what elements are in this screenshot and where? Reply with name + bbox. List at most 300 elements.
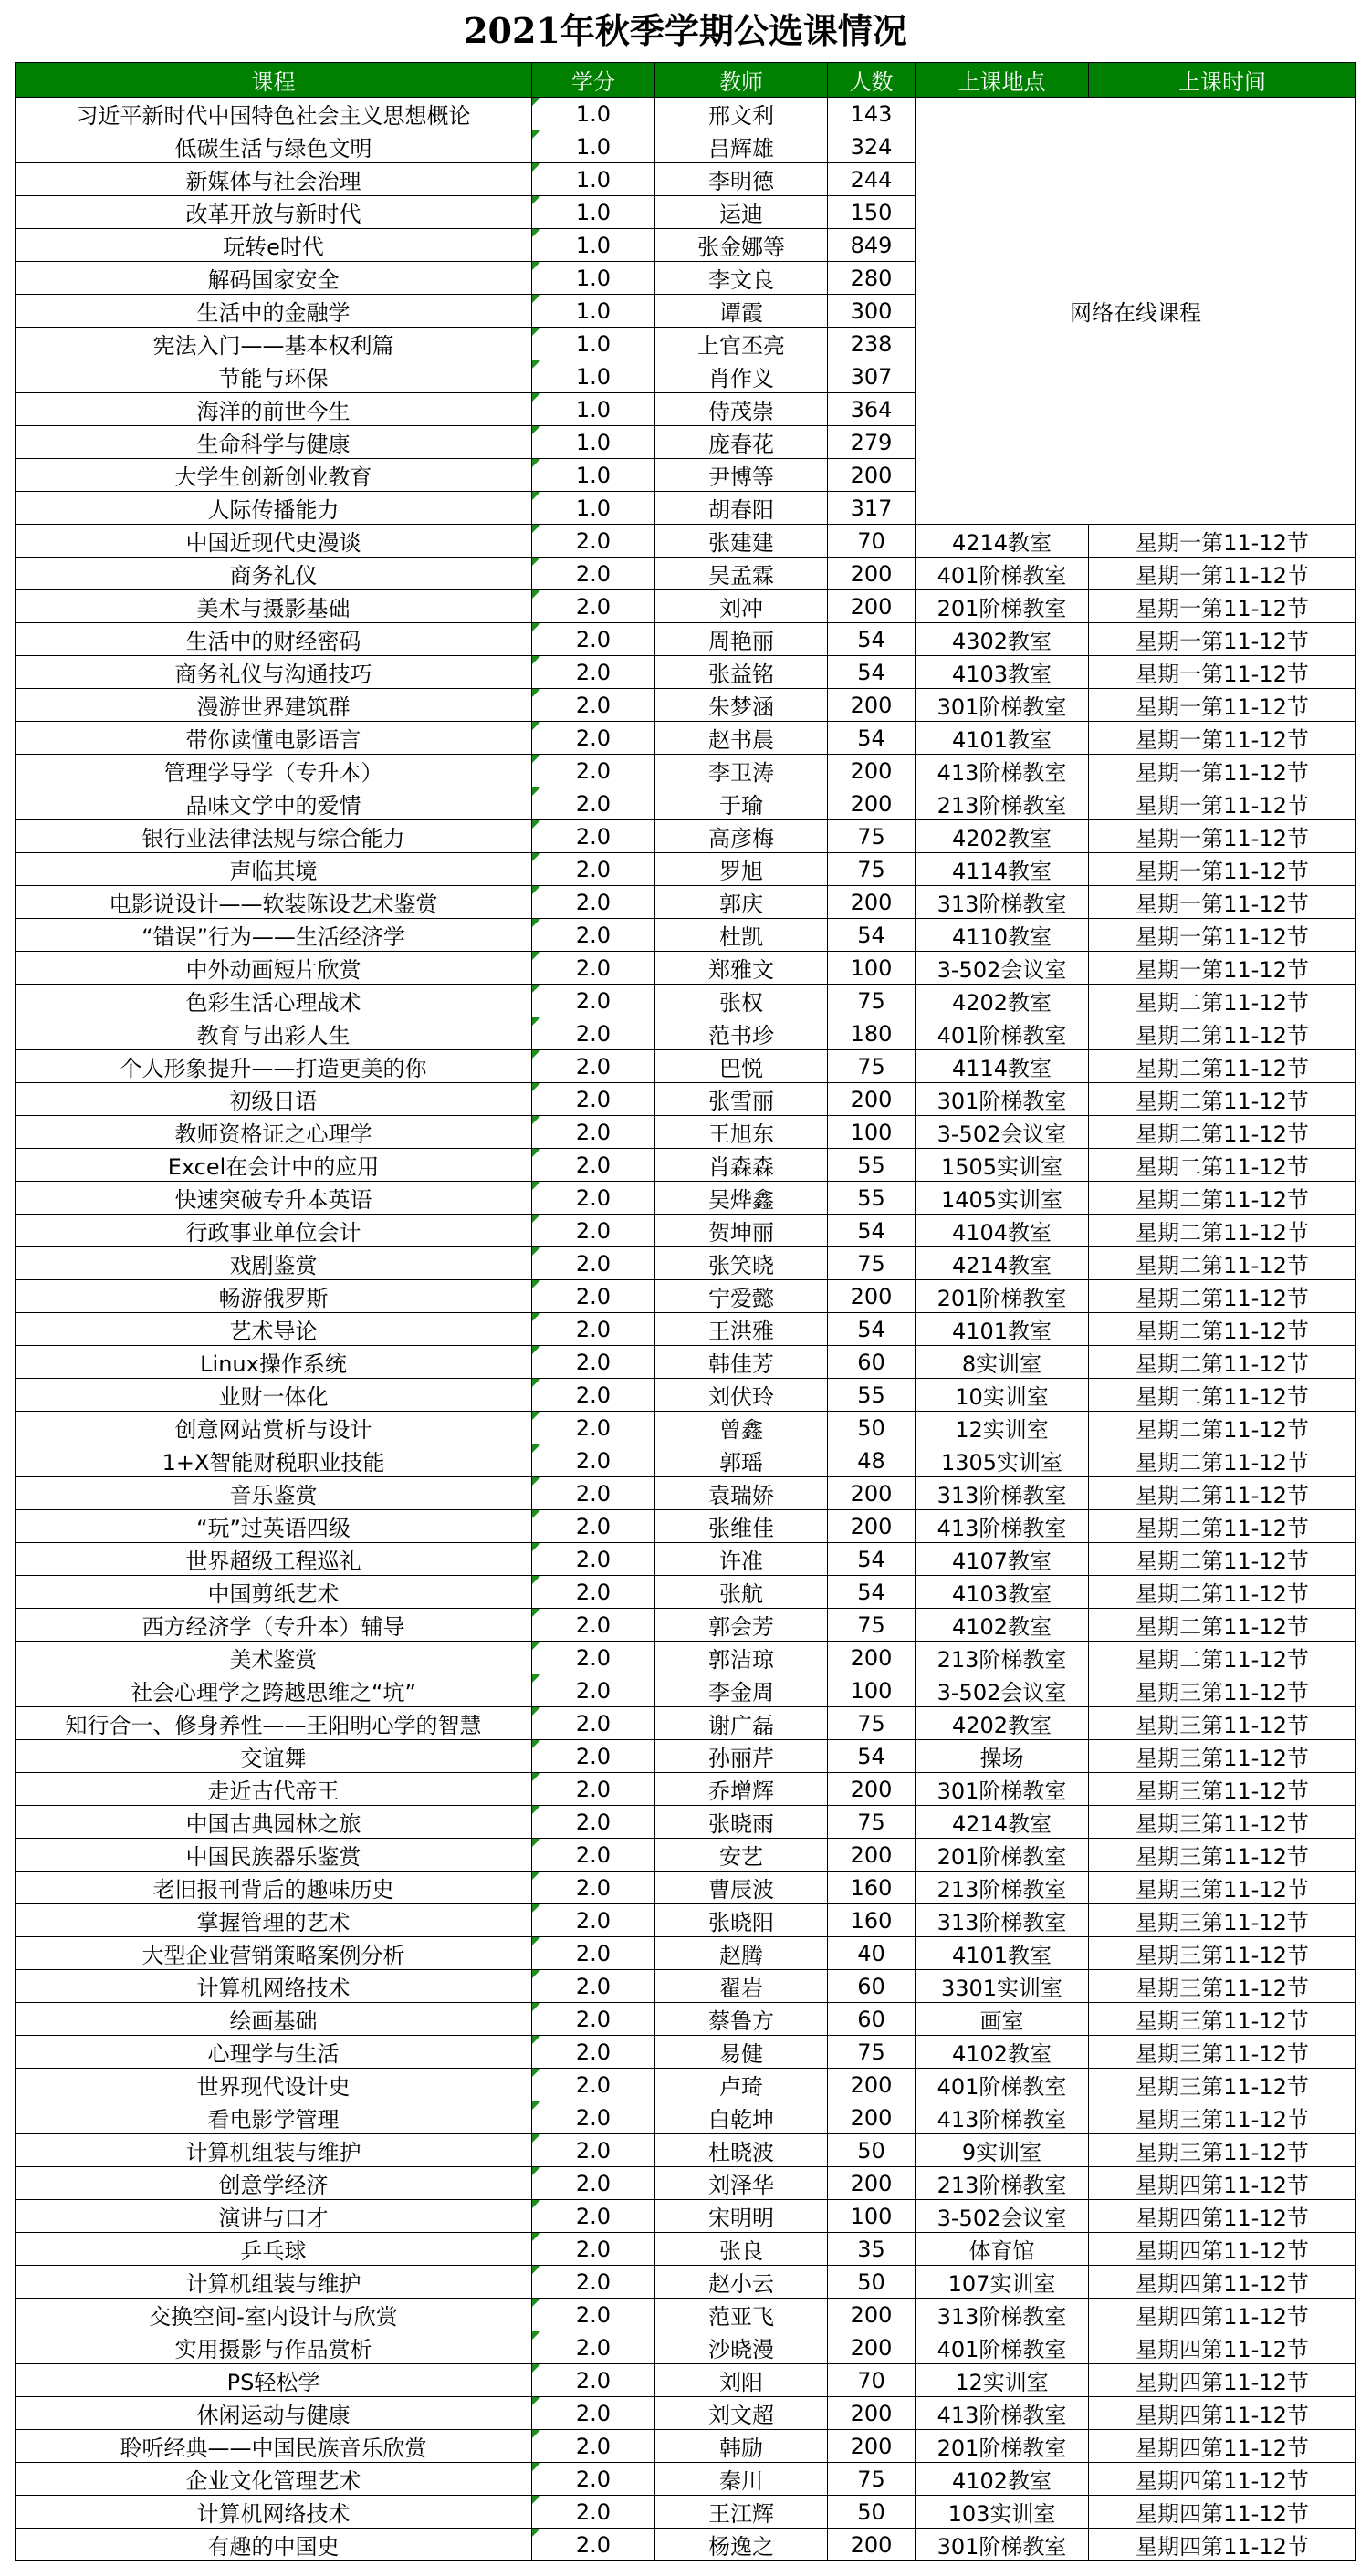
credit-cell: 2.0 (532, 2430, 655, 2463)
count-cell: 50 (828, 1412, 916, 1444)
column-header-count[interactable]: 人数 (828, 63, 916, 98)
place-cell: 4107教室 (916, 1543, 1089, 1576)
table-row[interactable] (16, 755, 1356, 787)
teacher-cell: 翟岩 (655, 1970, 828, 2003)
course-name-cell: 行政事业单位会计 (16, 1215, 532, 1247)
course-name-cell: 玩转e时代 (16, 229, 532, 262)
count-cell: 50 (828, 2496, 916, 2529)
place-cell: 4114教室 (916, 1050, 1089, 1083)
count-cell: 75 (828, 1247, 916, 1280)
place-cell: 10实训室 (916, 1379, 1089, 1412)
credit-cell: 2.0 (532, 952, 655, 985)
table-row[interactable] (16, 656, 1356, 689)
table-row[interactable] (16, 1247, 1356, 1280)
table-row[interactable] (16, 2134, 1356, 2167)
course-name-cell: 带你读懂电影语言 (16, 722, 532, 755)
place-cell: 3-502会议室 (916, 1116, 1089, 1149)
table-row[interactable] (16, 2331, 1356, 2364)
table-row[interactable] (16, 623, 1356, 656)
table-row[interactable] (16, 1707, 1356, 1740)
time-cell: 星期三第11-12节 (1089, 1773, 1356, 1806)
teacher-cell: 刘阳 (655, 2364, 828, 2397)
table-row[interactable] (16, 952, 1356, 985)
count-cell: 200 (828, 2529, 916, 2561)
table-row[interactable] (16, 2069, 1356, 2101)
teacher-cell: 侍茂崇 (655, 393, 828, 426)
table-row[interactable] (16, 1674, 1356, 1707)
table-row[interactable] (16, 1904, 1356, 1937)
column-header-time[interactable]: 上课时间 (1089, 63, 1356, 98)
count-cell: 200 (828, 2331, 916, 2364)
teacher-cell: 张金娜等 (655, 229, 828, 262)
teacher-cell: 刘伏玲 (655, 1379, 828, 1412)
place-cell: 401阶梯教室 (916, 2331, 1089, 2364)
time-cell: 星期四第11-12节 (1089, 2233, 1356, 2266)
table-row[interactable] (16, 1050, 1356, 1083)
teacher-cell: 张权 (655, 985, 828, 1017)
table-row[interactable] (16, 1116, 1356, 1149)
credit-cell: 1.0 (532, 229, 655, 262)
place-cell: 201阶梯教室 (916, 2430, 1089, 2463)
teacher-cell: 周艳丽 (655, 623, 828, 656)
count-cell: 54 (828, 656, 916, 689)
credit-cell: 2.0 (532, 590, 655, 623)
count-cell: 50 (828, 2266, 916, 2299)
time-cell: 星期一第11-12节 (1089, 689, 1356, 722)
credit-cell: 2.0 (532, 2003, 655, 2036)
time-cell: 星期二第11-12节 (1089, 1182, 1356, 1215)
credit-cell: 2.0 (532, 1642, 655, 1674)
teacher-cell: 杜凯 (655, 919, 828, 952)
table-row[interactable] (16, 1017, 1356, 1050)
teacher-cell: 邢文利 (655, 98, 828, 130)
table-row[interactable] (16, 2266, 1356, 2299)
place-cell: 4101教室 (916, 1937, 1089, 1970)
course-name-cell: 音乐鉴赏 (16, 1477, 532, 1510)
count-cell: 200 (828, 1773, 916, 1806)
table-row[interactable] (16, 919, 1356, 952)
count-cell: 40 (828, 1937, 916, 1970)
table-header-row (16, 63, 1356, 98)
course-name-cell: 声临其境 (16, 853, 532, 886)
table-row[interactable] (16, 722, 1356, 755)
course-name-cell: 中国古典园林之旅 (16, 1806, 532, 1839)
place-cell: 213阶梯教室 (916, 787, 1089, 820)
time-cell: 星期四第11-12节 (1089, 2496, 1356, 2529)
course-name-cell: 宪法入门——基本权利篇 (16, 328, 532, 360)
table-row[interactable] (16, 1609, 1356, 1642)
place-cell: 4202教室 (916, 1707, 1089, 1740)
course-name-cell: 有趣的中国史 (16, 2529, 532, 2561)
time-cell: 星期一第11-12节 (1089, 623, 1356, 656)
table-row[interactable] (16, 1149, 1356, 1182)
time-cell: 星期四第11-12节 (1089, 2299, 1356, 2331)
table-row[interactable] (16, 1444, 1356, 1477)
credit-cell: 2.0 (532, 1510, 655, 1543)
credit-cell: 2.0 (532, 2134, 655, 2167)
count-cell: 54 (828, 1313, 916, 1346)
course-name-cell: 知行合一、修身养性——王阳明心学的智慧 (16, 1707, 532, 1740)
place-cell: 213阶梯教室 (916, 2167, 1089, 2200)
count-cell: 200 (828, 755, 916, 787)
time-cell: 星期三第11-12节 (1089, 1872, 1356, 1904)
place-cell: 401阶梯教室 (916, 1017, 1089, 1050)
table-row[interactable] (16, 1346, 1356, 1379)
count-cell: 75 (828, 985, 916, 1017)
course-name-cell: 看电影学管理 (16, 2101, 532, 2134)
table-row[interactable] (16, 1937, 1356, 1970)
course-name-cell: 电影说设计——软装陈设艺术鉴赏 (16, 886, 532, 919)
teacher-cell: 贺坤丽 (655, 1215, 828, 1247)
count-cell: 70 (828, 2364, 916, 2397)
place-cell: 体育馆 (916, 2233, 1089, 2266)
credit-cell: 2.0 (532, 722, 655, 755)
credit-cell: 2.0 (532, 2233, 655, 2266)
count-cell: 54 (828, 623, 916, 656)
teacher-cell: 赵腾 (655, 1937, 828, 1970)
online-course-merged-cell: 网络在线课程 (916, 98, 1356, 525)
credit-cell: 2.0 (532, 1149, 655, 1182)
table-row[interactable] (16, 1182, 1356, 1215)
time-cell: 星期二第11-12节 (1089, 1247, 1356, 1280)
count-cell: 60 (828, 1970, 916, 2003)
place-cell: 413阶梯教室 (916, 2397, 1089, 2430)
course-name-cell: 快速突破专升本英语 (16, 1182, 532, 1215)
place-cell: 201阶梯教室 (916, 1280, 1089, 1313)
table-row[interactable] (16, 1215, 1356, 1247)
course-name-cell: 中国民族器乐鉴赏 (16, 1839, 532, 1872)
credit-cell: 1.0 (532, 295, 655, 328)
credit-cell: 2.0 (532, 1674, 655, 1707)
time-cell: 星期二第11-12节 (1089, 1477, 1356, 1510)
teacher-cell: 王旭东 (655, 1116, 828, 1149)
table-row[interactable] (16, 2463, 1356, 2496)
course-name-cell: 商务礼仪 (16, 558, 532, 590)
time-cell: 星期三第11-12节 (1089, 1839, 1356, 1872)
place-cell: 8实训室 (916, 1346, 1089, 1379)
course-name-cell: 休闲运动与健康 (16, 2397, 532, 2430)
place-cell: 12实训室 (916, 2364, 1089, 2397)
credit-cell: 2.0 (532, 1576, 655, 1609)
count-cell: 75 (828, 2463, 916, 2496)
credit-cell: 2.0 (532, 1379, 655, 1412)
count-cell: 54 (828, 1576, 916, 1609)
course-name-cell: 世界现代设计史 (16, 2069, 532, 2101)
teacher-cell: 李明德 (655, 163, 828, 196)
credit-cell: 2.0 (532, 1773, 655, 1806)
course-name-cell: 计算机网络技术 (16, 1970, 532, 2003)
course-name-cell: 大型企业营销策略案例分析 (16, 1937, 532, 1970)
credit-cell: 2.0 (532, 1444, 655, 1477)
credit-cell: 2.0 (532, 1970, 655, 2003)
course-name-cell: 生活中的财经密码 (16, 623, 532, 656)
teacher-cell: 韩励 (655, 2430, 828, 2463)
credit-cell: 2.0 (532, 2331, 655, 2364)
place-cell: 4202教室 (916, 985, 1089, 1017)
count-cell: 200 (828, 886, 916, 919)
course-name-cell: 绘画基础 (16, 2003, 532, 2036)
course-name-cell: Excel在会计中的应用 (16, 1149, 532, 1182)
table-row[interactable] (16, 1313, 1356, 1346)
credit-cell: 2.0 (532, 1083, 655, 1116)
table-body (16, 98, 1356, 2561)
time-cell: 星期一第11-12节 (1089, 886, 1356, 919)
credit-cell: 2.0 (532, 1412, 655, 1444)
table-row[interactable] (16, 2101, 1356, 2134)
teacher-cell: 肖作义 (655, 360, 828, 393)
count-cell: 317 (828, 492, 916, 525)
course-name-cell: 教育与出彩人生 (16, 1017, 532, 1050)
place-cell: 401阶梯教室 (916, 558, 1089, 590)
table-row[interactable] (16, 558, 1356, 590)
teacher-cell: 张良 (655, 2233, 828, 2266)
teacher-cell: 范书珍 (655, 1017, 828, 1050)
course-name-cell: 创意网站赏析与设计 (16, 1412, 532, 1444)
course-name-cell: Linux操作系统 (16, 1346, 532, 1379)
credit-cell: 2.0 (532, 689, 655, 722)
credit-cell: 2.0 (532, 886, 655, 919)
table-row[interactable] (16, 1839, 1356, 1872)
teacher-cell: 许准 (655, 1543, 828, 1576)
table-row[interactable] (16, 2529, 1356, 2561)
place-cell: 3-502会议室 (916, 2200, 1089, 2233)
course-name-cell: 1+X智能财税职业技能 (16, 1444, 532, 1477)
course-name-cell: 中国剪纸艺术 (16, 1576, 532, 1609)
credit-cell: 2.0 (532, 525, 655, 558)
table-row[interactable] (16, 1740, 1356, 1773)
credit-cell: 2.0 (532, 1247, 655, 1280)
credit-cell: 2.0 (532, 1904, 655, 1937)
place-cell: 画室 (916, 2003, 1089, 2036)
place-cell: 301阶梯教室 (916, 1773, 1089, 1806)
count-cell: 75 (828, 820, 916, 853)
count-cell: 180 (828, 1017, 916, 1050)
table-row[interactable] (16, 1806, 1356, 1839)
teacher-cell: 蔡鲁方 (655, 2003, 828, 2036)
time-cell: 星期二第11-12节 (1089, 1642, 1356, 1674)
count-cell: 200 (828, 459, 916, 492)
table-row[interactable] (16, 1412, 1356, 1444)
time-cell: 星期一第11-12节 (1089, 919, 1356, 952)
course-name-cell: 走近古代帝王 (16, 1773, 532, 1806)
credit-cell: 2.0 (532, 2364, 655, 2397)
count-cell: 55 (828, 1182, 916, 1215)
place-cell: 4302教室 (916, 623, 1089, 656)
table-row[interactable] (16, 98, 1356, 130)
teacher-cell: 杨逸之 (655, 2529, 828, 2561)
teacher-cell: 运迪 (655, 196, 828, 229)
course-name-cell: 习近平新时代中国特色社会主义思想概论 (16, 98, 532, 130)
table-row[interactable] (16, 1280, 1356, 1313)
course-name-cell: 交谊舞 (16, 1740, 532, 1773)
time-cell: 星期二第11-12节 (1089, 1149, 1356, 1182)
course-name-cell: 美术鉴赏 (16, 1642, 532, 1674)
course-name-cell: 社会心理学之跨越思维之“坑” (16, 1674, 532, 1707)
table-row[interactable] (16, 1576, 1356, 1609)
table-row[interactable] (16, 2397, 1356, 2430)
count-cell: 307 (828, 360, 916, 393)
teacher-cell: 赵书晨 (655, 722, 828, 755)
course-name-cell: 生活中的金融学 (16, 295, 532, 328)
course-name-cell: 演讲与口才 (16, 2200, 532, 2233)
course-name-cell: 中外动画短片欣赏 (16, 952, 532, 985)
table-row[interactable] (16, 1543, 1356, 1576)
time-cell: 星期四第11-12节 (1089, 2266, 1356, 2299)
table-row[interactable] (16, 2364, 1356, 2397)
table-row[interactable] (16, 2430, 1356, 2463)
course-name-cell: 初级日语 (16, 1083, 532, 1116)
credit-cell: 2.0 (532, 1543, 655, 1576)
time-cell: 星期一第11-12节 (1089, 952, 1356, 985)
credit-cell: 2.0 (532, 985, 655, 1017)
credit-cell: 2.0 (532, 2397, 655, 2430)
count-cell: 200 (828, 590, 916, 623)
course-name-cell: 品味文学中的爱情 (16, 787, 532, 820)
teacher-cell: 吕辉雄 (655, 130, 828, 163)
table-row[interactable] (16, 820, 1356, 853)
teacher-cell: 乔增辉 (655, 1773, 828, 1806)
course-name-cell: 实用摄影与作品赏析 (16, 2331, 532, 2364)
table-row[interactable] (16, 787, 1356, 820)
table-row[interactable] (16, 1379, 1356, 1412)
course-name-cell: 西方经济学（专升本）辅导 (16, 1609, 532, 1642)
table-row[interactable] (16, 1083, 1356, 1116)
time-cell: 星期三第11-12节 (1089, 1970, 1356, 2003)
teacher-cell: 郭洁琼 (655, 1642, 828, 1674)
count-cell: 244 (828, 163, 916, 196)
time-cell: 星期三第11-12节 (1089, 1904, 1356, 1937)
teacher-cell: 张晓雨 (655, 1806, 828, 1839)
count-cell: 200 (828, 1839, 916, 1872)
table-row[interactable] (16, 1510, 1356, 1543)
teacher-cell: 高彦梅 (655, 820, 828, 853)
credit-cell: 2.0 (532, 2036, 655, 2069)
teacher-cell: 王江辉 (655, 2496, 828, 2529)
place-cell: 107实训室 (916, 2266, 1089, 2299)
course-name-cell: 企业文化管理艺术 (16, 2463, 532, 2496)
place-cell: 301阶梯教室 (916, 689, 1089, 722)
course-name-cell: 计算机网络技术 (16, 2496, 532, 2529)
column-header-place[interactable]: 上课地点 (916, 63, 1089, 98)
teacher-cell: 范亚飞 (655, 2299, 828, 2331)
place-cell: 4101教室 (916, 1313, 1089, 1346)
table-row[interactable] (16, 2167, 1356, 2200)
table-row[interactable] (16, 1642, 1356, 1674)
course-name-cell: 老旧报刊背后的趣味历史 (16, 1872, 532, 1904)
place-cell: 3301实训室 (916, 1970, 1089, 2003)
time-cell: 星期四第11-12节 (1089, 2364, 1356, 2397)
teacher-cell: 沙晓漫 (655, 2331, 828, 2364)
teacher-cell: 韩佳芳 (655, 1346, 828, 1379)
count-cell: 55 (828, 1379, 916, 1412)
table-row[interactable] (16, 2003, 1356, 2036)
teacher-cell: 罗旭 (655, 853, 828, 886)
place-cell: 1305实训室 (916, 1444, 1089, 1477)
table-row[interactable] (16, 1477, 1356, 1510)
table-row[interactable] (16, 1773, 1356, 1806)
count-cell: 54 (828, 722, 916, 755)
count-cell: 200 (828, 2101, 916, 2134)
count-cell: 200 (828, 2167, 916, 2200)
table-row[interactable] (16, 985, 1356, 1017)
time-cell: 星期一第11-12节 (1089, 787, 1356, 820)
place-cell: 301阶梯教室 (916, 1083, 1089, 1116)
count-cell: 60 (828, 1346, 916, 1379)
course-name-cell: 漫游世界建筑群 (16, 689, 532, 722)
column-header-teacher[interactable]: 教师 (655, 63, 828, 98)
count-cell: 75 (828, 2036, 916, 2069)
place-cell: 4101教室 (916, 722, 1089, 755)
credit-cell: 2.0 (532, 2529, 655, 2561)
place-cell: 413阶梯教室 (916, 1510, 1089, 1543)
count-cell: 75 (828, 1609, 916, 1642)
table-row[interactable] (16, 2299, 1356, 2331)
count-cell: 150 (828, 196, 916, 229)
course-name-cell: 商务礼仪与沟通技巧 (16, 656, 532, 689)
place-cell: 4102教室 (916, 1609, 1089, 1642)
credit-cell: 2.0 (532, 1346, 655, 1379)
table-row[interactable] (16, 689, 1356, 722)
time-cell: 星期二第11-12节 (1089, 1379, 1356, 1412)
count-cell: 48 (828, 1444, 916, 1477)
teacher-cell: 吴孟霖 (655, 558, 828, 590)
time-cell: 星期三第11-12节 (1089, 2003, 1356, 2036)
course-name-cell: 乒乓球 (16, 2233, 532, 2266)
place-cell: 103实训室 (916, 2496, 1089, 2529)
table-row[interactable] (16, 1970, 1356, 2003)
count-cell: 143 (828, 98, 916, 130)
column-header-course[interactable]: 课程 (16, 63, 532, 98)
place-cell: 9实训室 (916, 2134, 1089, 2167)
column-header-credit[interactable]: 学分 (532, 63, 655, 98)
place-cell: 4114教室 (916, 853, 1089, 886)
table-row[interactable] (16, 590, 1356, 623)
table-row[interactable] (16, 2200, 1356, 2233)
count-cell: 54 (828, 1740, 916, 1773)
teacher-cell: 肖森森 (655, 1149, 828, 1182)
course-name-cell: 生命科学与健康 (16, 426, 532, 459)
course-name-cell: 改革开放与新时代 (16, 196, 532, 229)
course-name-cell: 交换空间-室内设计与欣赏 (16, 2299, 532, 2331)
table-row[interactable] (16, 1872, 1356, 1904)
credit-cell: 2.0 (532, 1609, 655, 1642)
credit-cell: 1.0 (532, 459, 655, 492)
course-name-cell: 计算机组装与维护 (16, 2266, 532, 2299)
teacher-cell: 宁爱懿 (655, 1280, 828, 1313)
time-cell: 星期二第11-12节 (1089, 1609, 1356, 1642)
course-name-cell: 海洋的前世今生 (16, 393, 532, 426)
place-cell: 413阶梯教室 (916, 755, 1089, 787)
teacher-cell: 安艺 (655, 1839, 828, 1872)
table-row[interactable] (16, 2496, 1356, 2529)
time-cell: 星期二第11-12节 (1089, 1412, 1356, 1444)
count-cell: 100 (828, 1674, 916, 1707)
time-cell: 星期一第11-12节 (1089, 558, 1356, 590)
table-row[interactable] (16, 2036, 1356, 2069)
credit-cell: 1.0 (532, 262, 655, 295)
table-row[interactable] (16, 886, 1356, 919)
time-cell: 星期二第11-12节 (1089, 1510, 1356, 1543)
count-cell: 280 (828, 262, 916, 295)
table-row[interactable] (16, 853, 1356, 886)
credit-cell: 1.0 (532, 130, 655, 163)
teacher-cell: 刘冲 (655, 590, 828, 623)
count-cell: 54 (828, 919, 916, 952)
count-cell: 54 (828, 1543, 916, 1576)
credit-cell: 2.0 (532, 1839, 655, 1872)
table-row[interactable] (16, 2233, 1356, 2266)
table-row[interactable] (16, 525, 1356, 558)
